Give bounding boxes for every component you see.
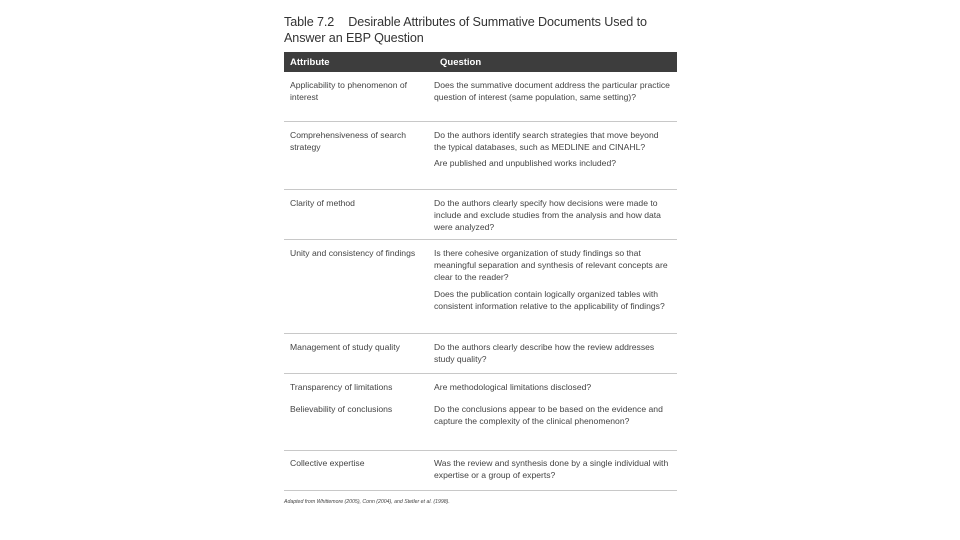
question-text: Are published and unpublished works included? <box>434 158 617 169</box>
table-title <box>284 14 677 46</box>
table-title-text: Desirable Attributes of Summative Documents Used to Answer an EBP Question <box>284 15 647 45</box>
question-text: Was the review and synthesis done by a single individual with expertise or a group of experts? <box>434 458 669 481</box>
table-row <box>284 334 677 374</box>
question-cell <box>432 247 677 333</box>
table-number: Table 7.2 <box>284 15 335 29</box>
attribute-cell: Comprehensiveness of search strategy <box>290 130 407 153</box>
question-text: Are methodological limitations disclosed? <box>434 382 592 392</box>
question-cell <box>432 129 677 189</box>
question-cell <box>432 457 677 490</box>
question-text: Does the summative document address the particular practice question of interest (same population, same setting)? <box>434 80 670 103</box>
question-text: Does the publication contain logically organized tables with consistent information relative to the applicability of findings? <box>434 288 665 311</box>
attribute-cell: Collective expertise <box>290 458 365 468</box>
table-row <box>284 72 677 122</box>
attribute-cell: Applicability to phenomenon of interest <box>290 80 408 103</box>
table-row <box>284 451 677 491</box>
table-row <box>284 374 677 401</box>
table-row <box>284 401 677 451</box>
header-question: Question <box>440 56 482 68</box>
table-footnote: Adapted from Whittemore (2005), Conn (2004), and Stetler et al. (1998). <box>284 499 450 505</box>
question-cell <box>432 197 677 239</box>
table-header <box>284 52 677 72</box>
attribute-cell: Unity and consistency of findings <box>290 248 416 258</box>
question-cell <box>432 403 677 450</box>
question-text: Do the conclusions appear to be based on the evidence and capture the complexity of the clinical phenomenon? <box>434 404 663 427</box>
question-cell <box>432 381 677 401</box>
question-cell <box>432 341 677 373</box>
attribute-cell: Clarity of method <box>290 198 355 208</box>
question-text: Do the authors identify search strategies that move beyond the typical databases, such as MEDLINE and CINAHL? <box>434 130 659 153</box>
question-text: Do the authors clearly specify how decisions were made to include and exclude studies from the analysis and how data were analyzed? <box>434 198 661 233</box>
document-page <box>284 14 677 505</box>
header-attribute: Attribute <box>290 56 330 68</box>
table-row <box>284 240 677 334</box>
table-row <box>284 122 677 190</box>
question-text: Is there cohesive organization of study findings so that meaningful separation and synthesis of relevant concepts are clear to the reader? <box>434 248 668 283</box>
question-text: Do the authors clearly describe how the review addresses study quality? <box>434 342 655 365</box>
attribute-cell: Believability of conclusions <box>290 404 393 414</box>
attribute-cell: Transparency of limitations <box>290 382 393 392</box>
question-cell <box>432 79 677 121</box>
table-row <box>284 190 677 240</box>
attribute-cell: Management of study quality <box>290 342 400 352</box>
